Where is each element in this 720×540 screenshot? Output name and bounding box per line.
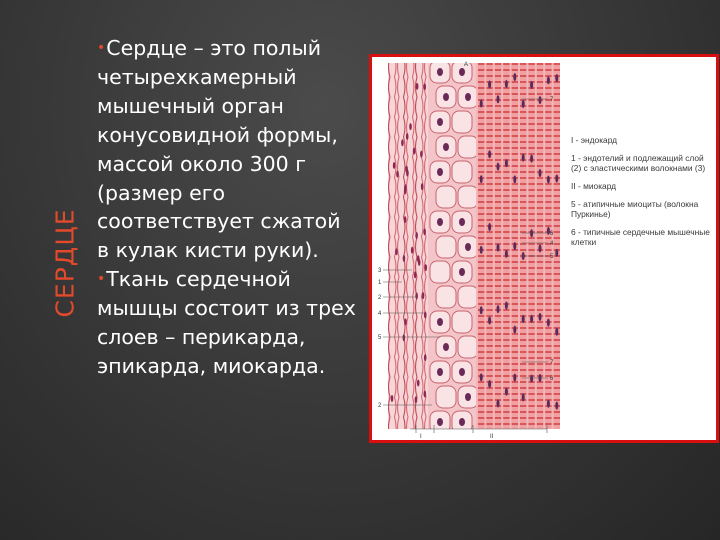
nucleus xyxy=(395,248,398,255)
nucleus xyxy=(539,244,542,252)
nucleus xyxy=(530,315,533,323)
nucleus xyxy=(488,380,491,388)
nucleus xyxy=(459,268,465,276)
legend-item: 1 - эндотелий и подлежащий слой (2) с эластическими волокнами (3) xyxy=(571,153,706,173)
nucleus xyxy=(522,315,525,323)
purkinje-cell xyxy=(458,186,478,208)
nucleus xyxy=(443,93,449,101)
nucleus xyxy=(423,228,426,235)
nucleus xyxy=(404,216,407,223)
nucleus xyxy=(522,100,525,108)
nucleus xyxy=(480,306,483,314)
nucleus xyxy=(409,123,412,130)
nucleus xyxy=(555,74,558,82)
nucleus xyxy=(505,302,508,310)
legend-item: I - эндокард xyxy=(571,135,618,145)
right-number: 6 xyxy=(550,376,554,382)
right-number: 7 xyxy=(550,97,554,103)
bottom-label-ii: II xyxy=(490,434,494,440)
nucleus xyxy=(488,80,491,88)
body-text xyxy=(97,34,359,381)
nucleus xyxy=(421,183,424,190)
legend-item: 5 - атипичные миоциты (волокна Пуркинье) xyxy=(571,199,699,219)
nucleus xyxy=(404,318,407,325)
histology-figure xyxy=(369,54,719,443)
paragraph-1-text: Сердце – это полый четырехкамерный мышечный орган конусовидной формы, массой около 300 г (размер его соответствует сжатой в кулак кисти руки). xyxy=(97,36,341,263)
nucleus xyxy=(488,150,491,158)
left-number: 2 xyxy=(378,295,382,301)
nucleus xyxy=(437,68,443,76)
nucleus xyxy=(488,223,491,231)
nucleus xyxy=(423,83,426,90)
tissue-layers xyxy=(388,57,562,440)
purkinje-fibers xyxy=(428,57,478,437)
nucleus xyxy=(437,418,443,426)
nucleus xyxy=(555,402,558,410)
nucleus xyxy=(480,373,483,381)
nucleus xyxy=(418,259,421,266)
nucleus xyxy=(480,175,483,183)
right-number: 7 xyxy=(550,360,554,366)
figure-legend xyxy=(571,135,716,255)
purkinje-cell xyxy=(452,161,472,183)
nucleus xyxy=(465,243,471,251)
purkinje-cell xyxy=(436,186,456,208)
nucleus xyxy=(424,391,427,398)
purkinje-cell xyxy=(436,286,456,308)
nucleus xyxy=(530,229,533,237)
nucleus xyxy=(393,162,396,169)
nucleus xyxy=(547,76,550,84)
nucleus xyxy=(406,133,409,140)
nucleus xyxy=(459,418,465,426)
nucleus xyxy=(530,81,533,89)
left-numbers xyxy=(378,268,382,409)
nucleus xyxy=(405,166,408,173)
nucleus xyxy=(497,163,500,171)
purkinje-cell xyxy=(430,261,450,283)
purkinje-cell xyxy=(458,136,478,158)
nucleus xyxy=(480,100,483,108)
nucleus xyxy=(522,154,525,162)
nucleus xyxy=(505,159,508,167)
nucleus xyxy=(488,317,491,325)
nucleus xyxy=(404,187,407,194)
bottom-label-i: I xyxy=(420,434,422,440)
nucleus xyxy=(513,374,516,382)
nucleus xyxy=(443,143,449,151)
left-number: 1 xyxy=(378,280,382,286)
purkinje-cell xyxy=(458,336,478,358)
nucleus xyxy=(459,218,465,226)
nucleus xyxy=(555,174,558,182)
purkinje-cell xyxy=(436,236,456,258)
paragraph-2-text: Ткань сердечной мышцы состоит из трех слоев – перикарда, эпикарда, миокарда. xyxy=(97,267,356,378)
top-label: А xyxy=(464,62,469,68)
nucleus xyxy=(416,83,419,90)
nucleus xyxy=(530,155,533,163)
nucleus xyxy=(530,375,533,383)
nucleus xyxy=(505,80,508,88)
purkinje-cell xyxy=(436,386,456,408)
nucleus xyxy=(480,246,483,254)
nucleus xyxy=(465,393,471,401)
nucleus xyxy=(497,305,500,313)
bullet-icon: • xyxy=(97,271,106,288)
nucleus xyxy=(424,264,427,271)
nucleus xyxy=(437,368,443,376)
nucleus xyxy=(437,118,443,126)
nucleus xyxy=(396,171,399,178)
legend-item: 6 - типичные сердечные мышечные клетки xyxy=(571,227,710,247)
muscle-fiber xyxy=(554,57,560,437)
nucleus xyxy=(497,95,500,103)
right-number: 4 xyxy=(550,241,554,247)
nucleus xyxy=(513,242,516,250)
purkinje-cell xyxy=(458,286,478,308)
right-number: 5 xyxy=(550,254,554,260)
paragraph-2 xyxy=(97,265,359,381)
nucleus xyxy=(411,247,414,254)
purkinje-cell xyxy=(452,311,472,333)
left-number: 5 xyxy=(378,335,382,341)
nucleus xyxy=(403,334,406,341)
nucleus xyxy=(539,313,542,321)
nucleus xyxy=(505,388,508,396)
left-number: 4 xyxy=(378,311,382,317)
nucleus xyxy=(443,343,449,351)
nucleus xyxy=(437,318,443,326)
nucleus xyxy=(513,73,516,81)
side-title-text: СЕРДЦЕ xyxy=(50,208,80,318)
legend-item: II - миокард xyxy=(571,181,617,191)
nucleus xyxy=(424,354,427,361)
nucleus xyxy=(465,93,471,101)
left-number: 2 xyxy=(378,403,382,409)
muscle-fiber xyxy=(520,57,526,437)
muscle-fiber xyxy=(503,57,509,437)
nucleus xyxy=(417,380,420,387)
nucleus xyxy=(513,326,516,334)
nucleus xyxy=(547,319,550,327)
nucleus xyxy=(459,68,465,76)
right-number: 6 xyxy=(550,231,554,237)
nucleus xyxy=(497,244,500,252)
paragraph-1 xyxy=(97,34,359,265)
nucleus xyxy=(513,175,516,183)
nucleus xyxy=(522,393,525,401)
side-title xyxy=(50,203,80,323)
nucleus xyxy=(415,292,418,299)
nucleus xyxy=(555,249,558,257)
nucleus xyxy=(539,169,542,177)
nucleus xyxy=(401,139,404,146)
nucleus xyxy=(539,96,542,104)
nucleus xyxy=(415,232,418,239)
nucleus xyxy=(391,395,394,402)
nucleus xyxy=(424,311,427,318)
nucleus xyxy=(555,328,558,336)
nucleus xyxy=(437,218,443,226)
purkinje-cell xyxy=(452,111,472,133)
nucleus xyxy=(413,147,416,154)
bullet-icon: • xyxy=(97,40,106,56)
nucleus xyxy=(414,271,417,278)
nucleus xyxy=(547,400,550,408)
nucleus xyxy=(459,368,465,376)
left-number: 3 xyxy=(378,268,382,274)
nucleus xyxy=(437,168,443,176)
nucleus xyxy=(497,399,500,407)
nucleus xyxy=(403,255,406,262)
nucleus xyxy=(505,250,508,258)
nucleus xyxy=(422,292,425,299)
nucleus xyxy=(420,151,423,158)
nucleus xyxy=(415,396,418,403)
nucleus xyxy=(547,176,550,184)
